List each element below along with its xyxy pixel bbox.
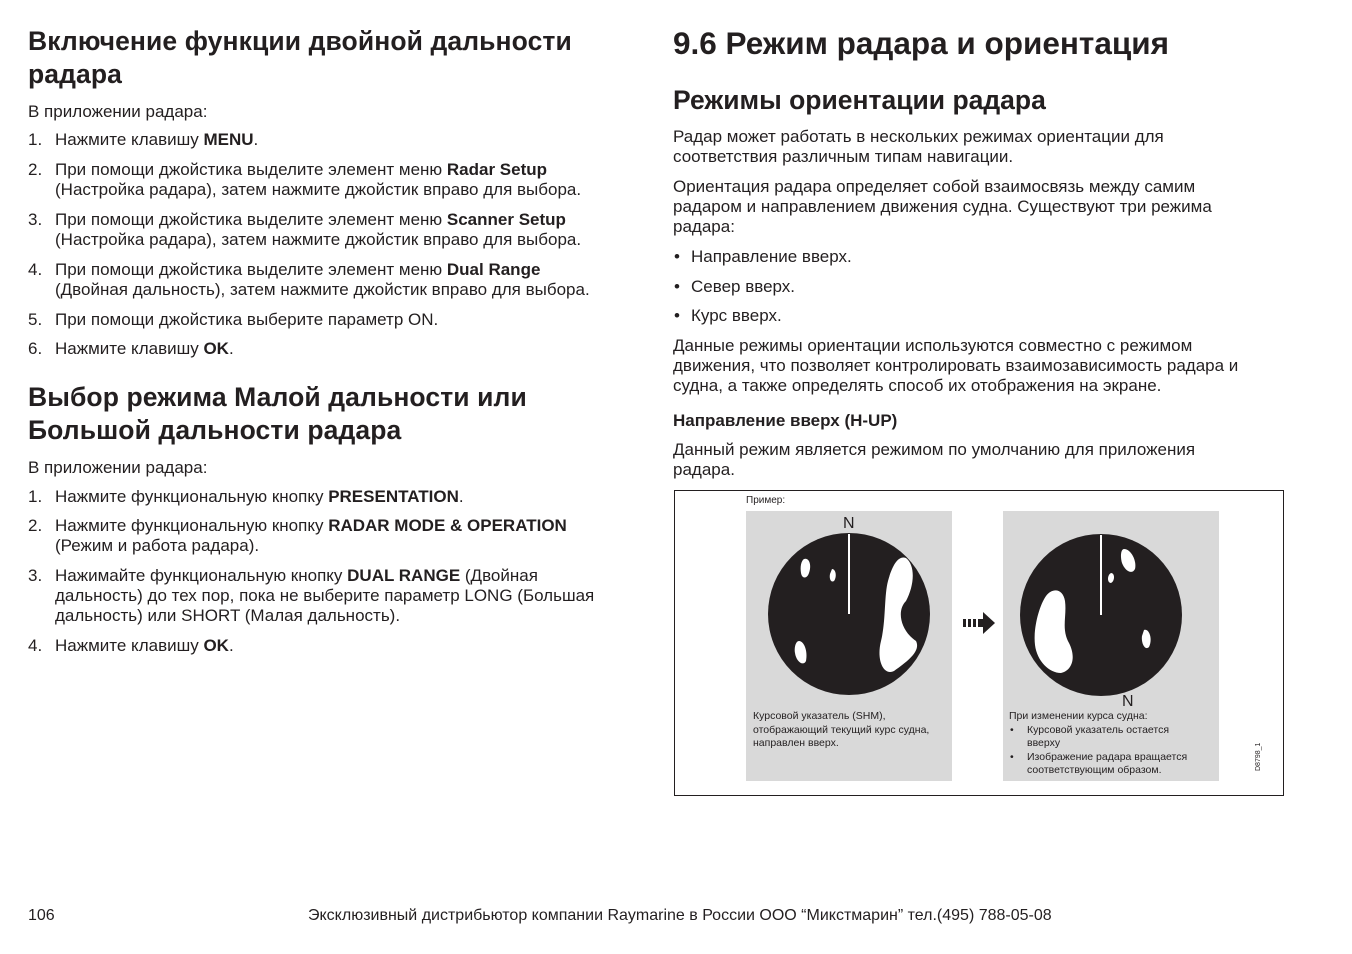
list-item: 2. Нажмите функциональную кнопку RADAR MODE & OPERATION (Режим и работа радара). <box>28 516 567 555</box>
section1-steps <box>28 130 648 359</box>
figure-label: Пример: <box>746 495 786 506</box>
list-item: • Курсовой указатель остается вверху <box>1010 723 1170 749</box>
subsection-title: Режимы ориентации радара <box>673 85 1046 115</box>
paragraph-3: Данные режимы ориентации используются совместно с режимом движения, что позволяет контролировать взаимозависимость радара и судна, а также определять способ их отображения на экране. <box>673 336 1239 395</box>
paragraph-1: Радар может работать в нескольких режимах ориентации для соответствия различным типам навигации. <box>673 127 1164 166</box>
section-title-dual-range: Включение функции двойной дальности радара <box>28 26 572 89</box>
list-item: • Север вверх. <box>674 277 796 296</box>
list-item: • Изображение радара вращается соответствующим образом. <box>1010 750 1188 776</box>
list-item: 4. При помощи джойстика выделите элемент меню Dual Range (Двойная дальность), затем нажмите джойстик вправо для выбора. <box>28 260 590 299</box>
radar-panel-before <box>746 511 952 781</box>
paragraph-4: Данный режим является режимом по умолчанию для приложения радара. <box>673 440 1196 479</box>
list-item: 6. Нажмите клавишу OK. <box>28 339 234 358</box>
section1-intro: В приложении радара: <box>28 102 208 121</box>
list-item: 1. Нажмите функциональную кнопку PRESENTATION. <box>28 487 464 506</box>
list-item: 4. Нажмите клавишу OK. <box>28 636 234 655</box>
section-title-short-long-range: Выбор режима Малой дальности или Большой дальности радара <box>28 382 527 445</box>
page-number: 106 <box>28 907 55 924</box>
figure-code: D8798_1 <box>1255 742 1262 771</box>
list-item: 1. Нажмите клавишу MENU. <box>28 130 259 149</box>
list-item: • Направление вверх. <box>674 247 852 266</box>
north-label: N <box>843 515 855 532</box>
list-item: 3. Нажимайте функциональную кнопку DUAL RANGE (Двойная дальность) до тех пор, пока не выберите параметр LONG (Большая дальность) или SHORT (Малая дальность). <box>28 566 595 625</box>
list-item: 2. При помощи джойстика выделите элемент меню Radar Setup (Настройка радара), затем нажмите джойстик вправо для выбора. <box>28 160 582 199</box>
radar-screen-before <box>746 511 952 711</box>
caption-before: Курсовой указатель (SHM), отображающий текущий курс судна, направлен вверх. <box>753 710 930 749</box>
list-item: 5. При помощи джойстика выберите параметр ON. <box>28 310 439 329</box>
north-label: N <box>1122 693 1134 710</box>
radar-panel-after <box>1003 511 1219 781</box>
caption-after: При изменении курса судна: • Курсовой указатель остается вверху • Изображение радара вращается соответствующим образом. <box>1009 710 1219 778</box>
list-item: 3. При помощи джойстика выделите элемент меню Scanner Setup (Настройка радара), затем нажмите джойстик вправо для выбора. <box>28 210 582 249</box>
section2-steps <box>28 487 648 656</box>
chapter-title: 9.6 Режим радара и ориентация <box>673 25 1169 61</box>
section2-intro: В приложении радара: <box>28 458 208 477</box>
radar-screen-after <box>1003 511 1219 711</box>
list-item: • Курс вверх. <box>674 306 782 325</box>
arrow-icon <box>961 610 1001 636</box>
orientation-modes-list <box>673 247 1273 326</box>
paragraph-2: Ориентация радара определяет собой взаимосвязь между самим радаром и направлением движения судна. Существуют три режима радара: <box>673 177 1212 236</box>
radar-hup-figure <box>674 490 1284 796</box>
footer-text: Эксклюзивный дистрибьютор компании Raymarine в России ООО “Микстмарин” тел.(495) 788-05-08 <box>308 907 1052 924</box>
hup-heading: Направление вверх (H-UP) <box>673 411 898 430</box>
